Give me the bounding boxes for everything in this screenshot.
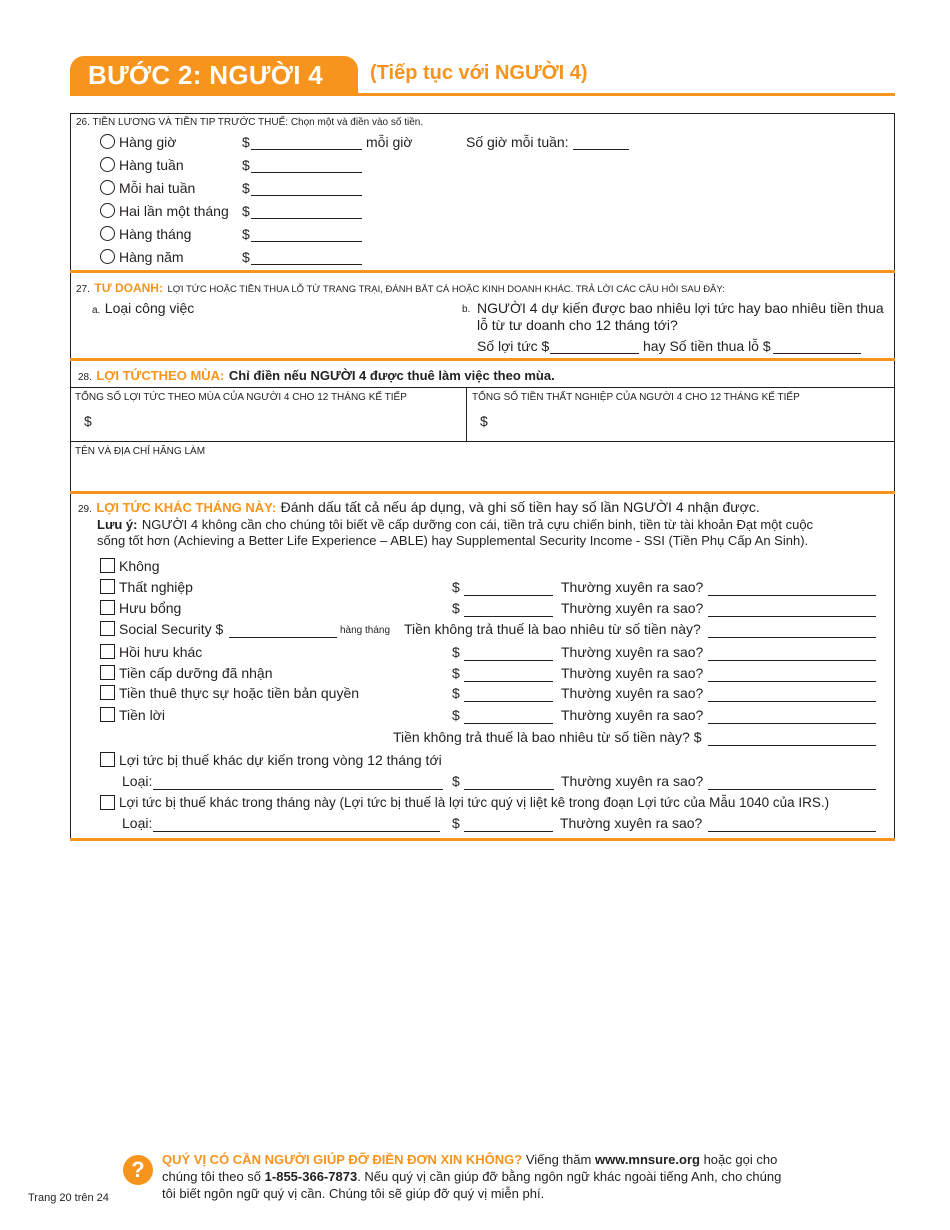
dollar-sign: $ xyxy=(452,579,460,595)
radio-yearly[interactable] xyxy=(100,249,115,264)
q26-title: 26. TIỀN LƯƠNG VÀ TIỀN TIP TRƯỚC THUẾ: Chọn một và điền vào số tiền. xyxy=(76,117,424,128)
q28-desc: Chỉ điền nếu NGƯỜI 4 được thuê làm việc theo mùa. xyxy=(228,368,555,383)
expected-other-frequency-field[interactable] xyxy=(708,789,876,790)
q27b-label: b. xyxy=(462,304,471,315)
dollar-sign: $ xyxy=(84,413,92,429)
dollar-sign: $ xyxy=(452,773,460,789)
employer-label: TÊN VÀ ĐỊA CHỈ HÃNG LÀM xyxy=(75,446,206,457)
none-label: Không xyxy=(119,558,160,574)
other-this-month-type-field[interactable] xyxy=(153,831,440,832)
income-label: Số lợi tức $ xyxy=(477,338,550,354)
help-line2-rest: . Nếu quý vị cần giúp đỡ bằng ngôn ngữ khác ngoài tiếng Anh, cho chúng xyxy=(357,1169,782,1184)
hourly-amount-field[interactable] xyxy=(251,149,362,150)
q28-num: 28. xyxy=(78,372,92,383)
dollar-sign: $ xyxy=(452,600,460,616)
dollar-sign: $ xyxy=(452,644,460,660)
checkbox-none[interactable] xyxy=(100,558,115,573)
per-hour-label: mỗi giờ xyxy=(366,134,413,150)
how-often-label: Thường xuyên ra sao? xyxy=(561,685,704,701)
alimony-amount-field[interactable] xyxy=(464,681,553,682)
radio-monthly[interactable] xyxy=(100,226,115,241)
income-amount-field[interactable] xyxy=(550,353,639,354)
q28-title: LỢI TỨCTHEO MÙA: xyxy=(96,368,225,383)
loss-amount-field[interactable] xyxy=(773,353,861,354)
social-security-amount-field[interactable] xyxy=(229,637,337,638)
dollar-sign: $ xyxy=(242,157,250,173)
q27b-text2: lỗ từ tư doanh cho 12 tháng tới? xyxy=(477,317,678,333)
row-divider xyxy=(70,441,895,442)
monthly-amount-field[interactable] xyxy=(251,241,362,242)
rental-amount-field[interactable] xyxy=(464,701,553,702)
option-label: Hai lần một tháng xyxy=(119,203,229,219)
untaxed-label: Tiền không trả thuế là bao nhiêu từ số tiền này? xyxy=(404,621,701,637)
note-line2: sống tốt hơn (Achieving a Better Life Experience – ABLE) hay Supplemental Security Income - SSI (Tiền Phụ Cấp An Sinh). xyxy=(97,533,809,548)
unemployment-amount-field[interactable] xyxy=(464,595,553,596)
other-this-month-amount-field[interactable] xyxy=(464,831,553,832)
radio-twice-monthly[interactable] xyxy=(100,203,115,218)
help-question: QUÝ VỊ CÓ CẦN NGƯỜI GIÚP ĐỠ ĐIỀN ĐƠN XIN KHÔNG? xyxy=(162,1152,523,1167)
q27-title: TƯ DOANH: xyxy=(94,281,163,295)
dollar-sign: $ xyxy=(242,226,250,242)
option-label: Hàng tuần xyxy=(119,157,184,173)
step-title: BƯỚC 2: NGƯỜI 4 xyxy=(88,60,324,90)
how-often-label: Thường xuyên ra sao? xyxy=(561,600,704,616)
weekly-amount-field[interactable] xyxy=(251,172,362,173)
pension-amount-field[interactable] xyxy=(464,616,553,617)
interest-frequency-field[interactable] xyxy=(708,723,876,724)
q27-heading xyxy=(76,279,725,297)
help-line1 xyxy=(162,1152,777,1167)
how-often-label: Thường xuyên ra sao? xyxy=(561,579,704,595)
section-divider xyxy=(70,491,895,494)
q27a-label: a. xyxy=(92,305,101,316)
employer-field[interactable] xyxy=(75,460,885,488)
how-often-label: Thường xuyên ra sao? xyxy=(561,707,704,723)
interest-label: Tiền lời xyxy=(119,707,166,723)
help-line3: tôi biết ngôn ngữ quý vị cần. Chúng tôi sẽ giúp đỡ quý vị miễn phí. xyxy=(162,1186,545,1201)
section-divider xyxy=(70,358,895,361)
unemployment-label: Thất nghiệp xyxy=(119,579,193,595)
note-label: Lưu ý: xyxy=(97,517,138,532)
other-retirement-amount-field[interactable] xyxy=(464,660,553,661)
dollar-sign: $ xyxy=(242,180,250,196)
q27-num: 27. xyxy=(76,284,90,295)
dollar-sign: $ xyxy=(452,707,460,723)
hours-per-week-label: Số giờ mỗi tuần: xyxy=(466,134,569,150)
monthly-label: hàng tháng xyxy=(340,625,391,636)
expected-other-label: Lợi tức bị thuế khác dự kiến trong vòng 12 tháng tới xyxy=(119,752,442,768)
radio-biweekly[interactable] xyxy=(100,180,115,195)
other-retirement-frequency-field[interactable] xyxy=(708,660,876,661)
unemployment-total-label: TỔNG SỐ TIỀN THẤT NGHIỆP CỦA NGƯỜI 4 CHO 12 THÁNG KẾ TIẾP xyxy=(472,392,800,403)
how-often-label: Thường xuyên ra sao? xyxy=(561,665,704,681)
hours-per-week-field[interactable] xyxy=(573,149,629,150)
checkbox-interest[interactable] xyxy=(100,707,115,722)
checkbox-pension[interactable] xyxy=(100,600,115,615)
rental-label: Tiền thuê thực sự hoặc tiền bản quyền xyxy=(119,685,360,701)
header-rule xyxy=(70,93,895,96)
type-label: Loại: xyxy=(122,773,153,789)
q29-heading xyxy=(78,499,760,517)
q29-num: 29. xyxy=(78,504,92,515)
q29-note xyxy=(97,516,813,534)
col-divider xyxy=(466,387,467,441)
alimony-frequency-field[interactable] xyxy=(708,681,876,682)
biweekly-amount-field[interactable] xyxy=(251,195,362,196)
call-label: chúng tôi theo số xyxy=(162,1169,262,1184)
social-security-untaxed-field[interactable] xyxy=(708,637,876,638)
checkbox-alimony[interactable] xyxy=(100,665,115,680)
q27b-text1: NGƯỜI 4 dự kiến được bao nhiêu lợi tức hay bao nhiêu tiền thua xyxy=(477,300,884,316)
yearly-amount-field[interactable] xyxy=(251,264,362,265)
option-label: Hàng giờ xyxy=(119,134,177,150)
frame-top xyxy=(70,113,895,114)
expected-other-amount-field[interactable] xyxy=(464,789,554,790)
visit-label: Viếng thăm xyxy=(525,1152,592,1167)
checkbox-expected-other[interactable] xyxy=(100,752,115,767)
other-retirement-label: Hồi hưu khác xyxy=(119,644,203,660)
dollar-sign: $ xyxy=(452,815,460,831)
option-label: Hàng năm xyxy=(119,249,184,265)
interest-amount-field[interactable] xyxy=(464,723,553,724)
checkbox-social-security[interactable] xyxy=(100,621,115,636)
type-label: Loại: xyxy=(122,815,153,831)
page-number: Trang 20 trên 24 xyxy=(28,1192,109,1204)
checkbox-other-retirement[interactable] xyxy=(100,644,115,659)
frame-left xyxy=(70,113,71,840)
section-bottom-rule xyxy=(70,838,895,841)
or-call-label: hoặc gọi cho xyxy=(703,1152,778,1167)
help-line2 xyxy=(162,1169,781,1184)
continue-label: (Tiếp tục với NGƯỜI 4) xyxy=(370,62,588,84)
frame-right xyxy=(894,113,895,840)
how-often-label: Thường xuyên ra sao? xyxy=(561,644,704,660)
radio-weekly[interactable] xyxy=(100,157,115,172)
dollar-sign: $ xyxy=(452,665,460,681)
loss-label: hay Số tiền thua lỗ $ xyxy=(643,338,771,354)
seasonal-income-field[interactable] xyxy=(95,410,455,432)
q27a-text: Loại công việc xyxy=(104,300,195,316)
note-line1: NGƯỜI 4 không cần cho chúng tôi biết về cấp dưỡng con cái, tiền trả cựu chiến binh, tiền từ tài khoản Đạt một cuộc xyxy=(141,517,814,532)
radio-hourly[interactable] xyxy=(100,134,115,149)
pension-label: Hưu bổng xyxy=(119,600,182,616)
mnsure-link[interactable]: www.mnsure.org xyxy=(594,1152,700,1167)
other-this-month-label: Lợi tức bị thuế khác trong tháng này (Lợi tức bị thuế là lợi tức quý vị liệt kê trong đoạn Lợi tức của Mẫu 1040 của IRS.) xyxy=(119,795,830,810)
row-divider xyxy=(70,387,895,388)
dollar-sign: $ xyxy=(480,413,488,429)
dollar-sign: $ xyxy=(452,685,460,701)
dollar-sign: $ xyxy=(242,203,250,219)
seasonal-income-label: TỔNG SỐ LỢI TỨC THEO MÙA CỦA NGƯỜI 4 CHO 12 THÁNG KẾ TIẾP xyxy=(75,392,407,403)
option-label: Mỗi hai tuần xyxy=(119,180,196,196)
q27a xyxy=(92,300,194,318)
alimony-label: Tiền cấp dưỡng đã nhận xyxy=(119,665,273,681)
social-security-label: Social Security $ xyxy=(119,621,224,637)
checkbox-unemployment[interactable] xyxy=(100,579,115,594)
unemployment-frequency-field[interactable] xyxy=(708,595,876,596)
dollar-sign: $ xyxy=(242,134,250,150)
phone-number[interactable]: 1-855-366-7873 xyxy=(264,1169,358,1184)
untaxed-interest-label: Tiền không trả thuế là bao nhiêu từ số tiền này? $ xyxy=(393,729,702,745)
checkbox-rental[interactable] xyxy=(100,685,115,700)
q27-desc: LỢI TỨC HOẶC TIỀN THUA LỖ TỪ TRANG TRẠI, ĐÁNH BẮT CÁ HOẶC KINH DOANH KHÁC. TRẢ LỜI CÁC CÂU HỎI SAU ĐÂY: xyxy=(167,284,725,295)
checkbox-other-this-month[interactable] xyxy=(100,795,115,810)
expected-other-type-field[interactable] xyxy=(153,789,443,790)
other-this-month-frequency-field[interactable] xyxy=(708,831,876,832)
interest-untaxed-field[interactable] xyxy=(708,745,876,746)
q28-heading xyxy=(78,367,555,385)
question-circle-icon: ? xyxy=(123,1155,153,1185)
how-often-label: Thường xuyên ra sao? xyxy=(561,773,704,789)
q29-desc: Đánh dấu tất cả nếu áp dụng, và ghi số tiền hay số lần NGƯỜI 4 nhận được. xyxy=(280,499,760,515)
section-divider xyxy=(70,270,895,273)
rental-frequency-field[interactable] xyxy=(708,701,876,702)
q29-title: LỢI TỨC KHÁC THÁNG NÀY: xyxy=(96,500,277,515)
option-label: Hàng tháng xyxy=(119,226,192,242)
dollar-sign: $ xyxy=(242,249,250,265)
pension-frequency-field[interactable] xyxy=(708,616,876,617)
unemployment-total-field[interactable] xyxy=(492,410,882,432)
twice-monthly-amount-field[interactable] xyxy=(251,218,362,219)
how-often-label: Thường xuyên ra sao? xyxy=(560,815,703,831)
